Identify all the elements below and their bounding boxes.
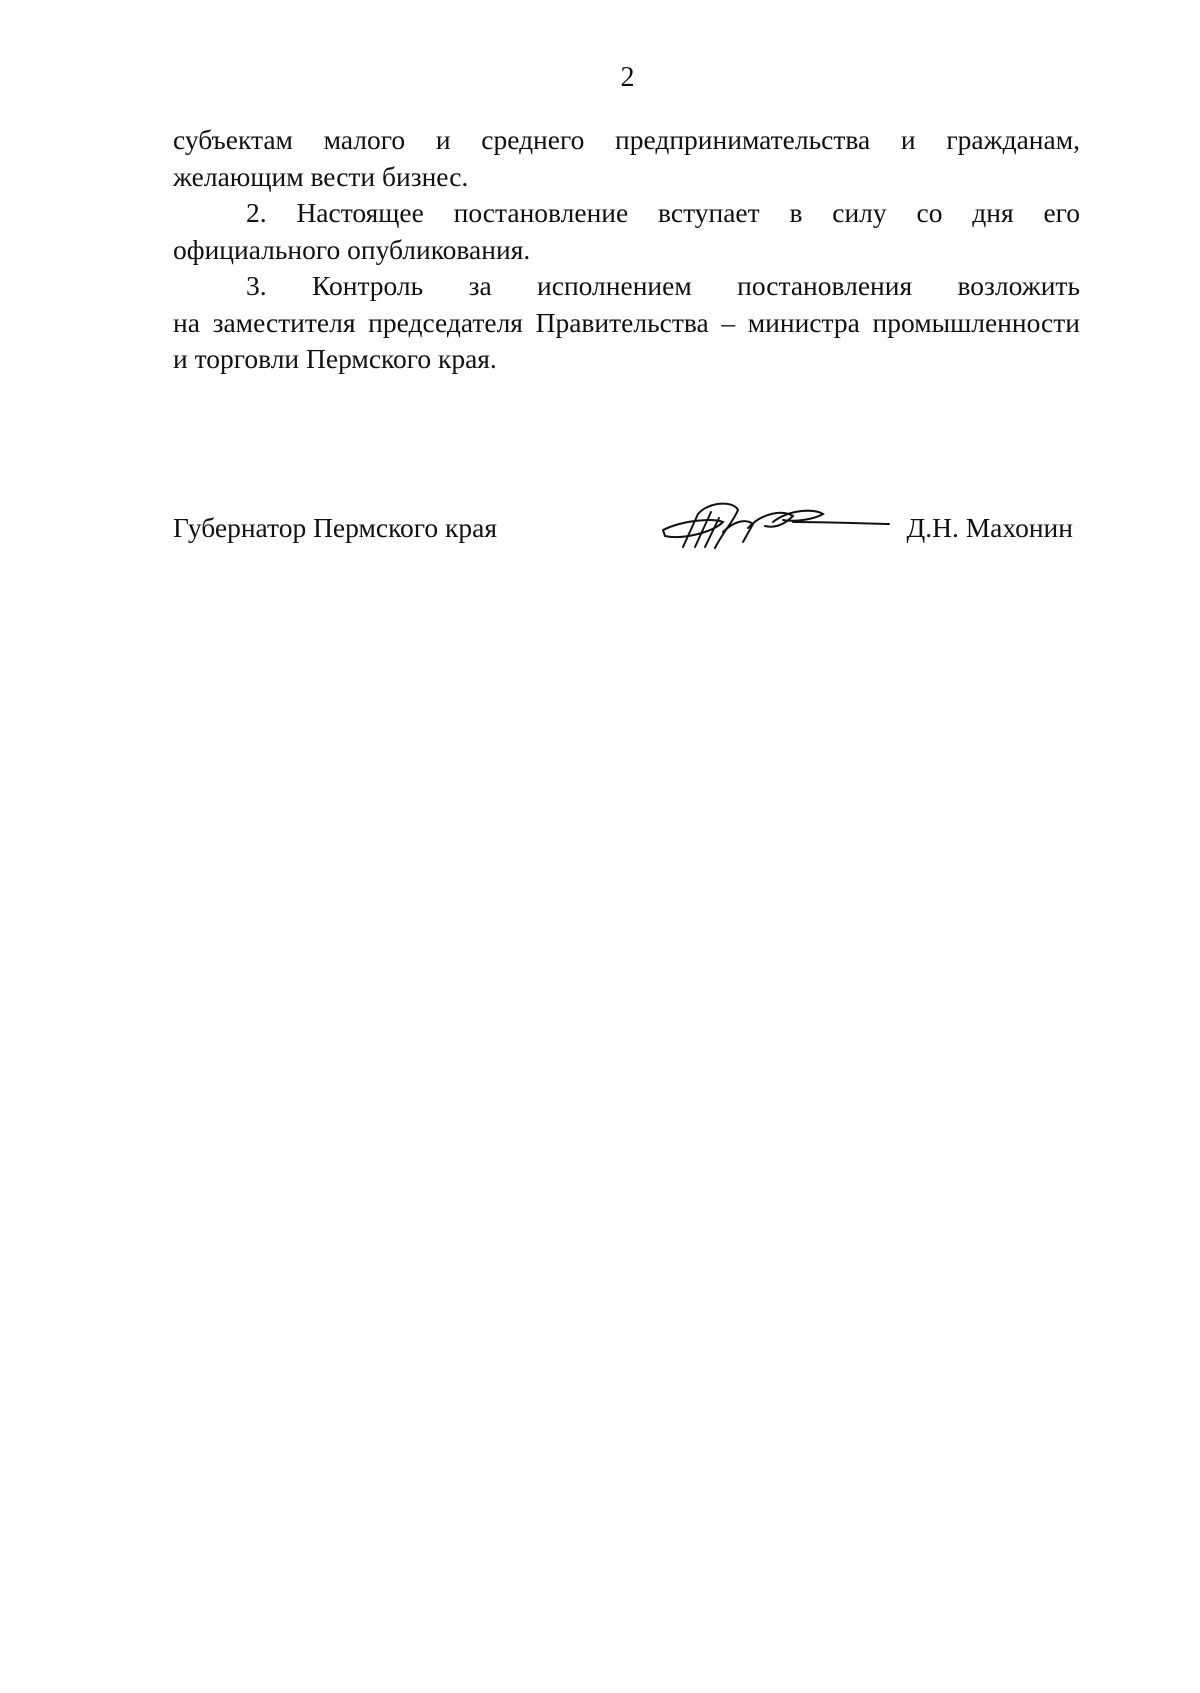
body-line: субъектам малого и среднего предпринимательства и гражданам, — [173, 124, 1080, 155]
document-body — [173, 122, 1080, 378]
signatory-name: Д.Н. Махонин — [906, 512, 1073, 543]
body-line: на заместителя председателя Правительства – министра промышленности — [173, 306, 1080, 338]
signature-block — [173, 512, 1073, 562]
handwritten-signature — [653, 492, 893, 562]
body-line: 3. Контроль за исполнением постановления возложить — [246, 270, 1080, 301]
body-line: желающим вести бизнес. — [173, 160, 469, 192]
body-line: официального опубликования. — [173, 233, 531, 265]
page-number: 2 — [620, 62, 635, 93]
body-line: и торговли Пермского края. — [173, 343, 497, 374]
signatory-title: Губернатор Пермского края — [173, 512, 497, 543]
body-line: 2. Настоящее постановление вступает в силу со дня его — [246, 197, 1080, 228]
